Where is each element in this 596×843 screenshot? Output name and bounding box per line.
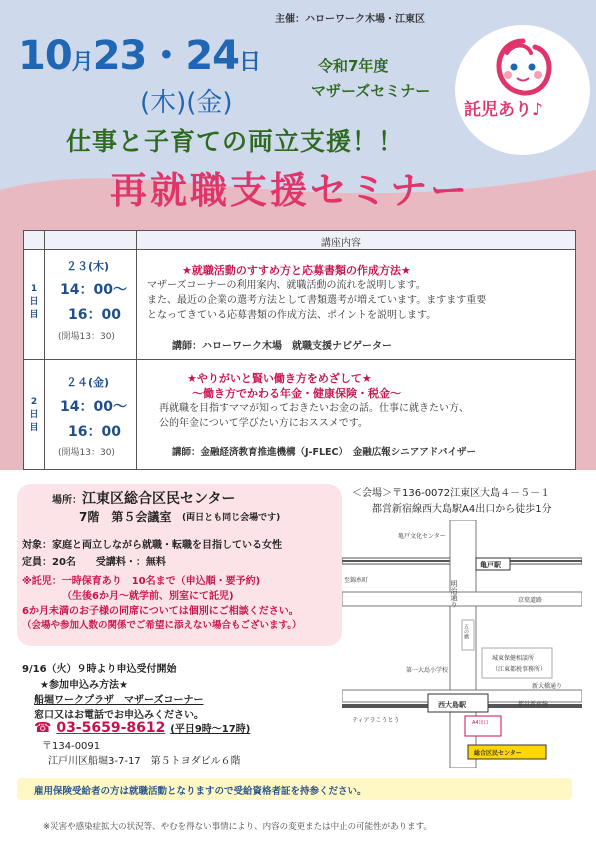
day1-open-time: (開場13：30) bbox=[58, 332, 115, 342]
map-label-keiyo-road: 京葉道路 bbox=[518, 597, 543, 604]
schedule-header bbox=[24, 231, 575, 250]
day1-end: 16：00 bbox=[68, 307, 121, 323]
phone-number[interactable]: 03-5659-8612 bbox=[56, 720, 166, 736]
map-label-tiara-koto: ティアラこうとう bbox=[352, 717, 400, 724]
day2-body-2: 公的年金について学びたい方におススメです。 bbox=[159, 418, 368, 429]
application-postal: 〒134-0091 bbox=[42, 741, 101, 752]
day2-date: ２４(金) bbox=[66, 376, 110, 389]
day1-start: 14：00～ bbox=[60, 282, 127, 298]
event-date bbox=[18, 24, 260, 81]
childcare-note-2: （会場や参加人数の関係でご希望に添えない場合もございます。） bbox=[22, 620, 302, 631]
day2-speaker: 講師：金融経済教育推進機構（J-FLEC） 金融広報シニアアドバイザー bbox=[172, 447, 477, 458]
map-label-nishi-ojima-station: 西大島駅 bbox=[438, 701, 466, 709]
day2-label: 2日目 bbox=[29, 397, 39, 433]
schedule-table bbox=[23, 230, 576, 470]
capacity-fee: 定員：20名 受講料・：無料 bbox=[22, 557, 166, 568]
map-label-venue: 総合区民センター bbox=[474, 750, 522, 757]
access-directions: 都営新宿線西大島駅A4出口から徒歩1分 bbox=[372, 504, 552, 515]
map-label-meiji-dori: 明治通り bbox=[450, 580, 458, 608]
organizer: 主催：ハローワーク木場・江東区 bbox=[275, 14, 425, 25]
map-label-kameido-culture: 亀戸文化センター bbox=[398, 533, 446, 540]
access-map bbox=[342, 520, 582, 768]
application-method-title: ★参加申込み方法★ bbox=[40, 680, 128, 691]
target-audience: 対象：家庭と両立しながら就職・転職を目指している女性 bbox=[22, 540, 282, 551]
day1-body-1: マザーズコーナーの利用案内、就職活動の流れを説明します。 bbox=[147, 280, 426, 291]
map-label-health-center: 城東保健相談所 bbox=[492, 655, 535, 662]
map-label-elementary-school: 第一大島小学校 bbox=[406, 667, 449, 674]
map-label-shin-ohashi-dori: 新大橋通り bbox=[532, 683, 563, 690]
footnote: ※災害や感染症拡大の状況等、やむを得ない事情により、内容の変更または中止の可能性があります。 bbox=[43, 822, 432, 832]
day1-body-3: となってきている応募書類の作成方法、ポイントを説明します。 bbox=[147, 310, 437, 321]
date-day-unit: 日 bbox=[239, 50, 261, 75]
schedule-header-label: 講座内容 bbox=[321, 238, 361, 249]
day2-start: 14：00～ bbox=[60, 399, 127, 415]
phone-hours: (平日9時～17時) bbox=[170, 724, 251, 735]
phone-icon: ☎ bbox=[34, 720, 52, 736]
map-label-toei-shinjuku-line: 都営新宿線 bbox=[518, 701, 549, 708]
map-label-kameido-station: 亀戸駅 bbox=[480, 561, 501, 569]
childcare-note-1: 6か月未満のお子様の同席については個別にご相談ください。 bbox=[22, 606, 299, 617]
application-address: 江戸川区船堀3-7-17 第５トヨダビル６階 bbox=[48, 756, 241, 767]
day2-heading: ★やりがいと賢い働き方をめざして★ bbox=[187, 372, 372, 385]
date-month-unit: 月 bbox=[71, 50, 93, 75]
venue-label: 場所： bbox=[52, 495, 82, 506]
seminar-series-name: マザーズセミナー bbox=[311, 82, 431, 100]
fiscal-year: 令和7年度 bbox=[318, 57, 389, 75]
venue-floor-note: (両日とも同じ会場です) bbox=[182, 513, 281, 523]
day2-body-1: 再就職を目指すママが知っておきたいお金の話。仕事に就きたい方、 bbox=[159, 403, 469, 414]
map-label-a4-exit: A4出口 bbox=[472, 720, 489, 726]
childcare-info: ※託児：一時保育あり 10名まで（申込順・要予約) bbox=[22, 576, 261, 587]
event-weekdays: (木)(金) bbox=[140, 88, 233, 118]
childcare-badge bbox=[455, 25, 590, 155]
catchphrase: 仕事と子育ての両立支援！！ bbox=[66, 127, 405, 156]
childcare-ages: （生後6か月～就学前、別室にて託児) bbox=[62, 591, 234, 602]
date-days: 23・24 bbox=[92, 33, 240, 79]
child-face-icon bbox=[483, 33, 563, 103]
day1-label: 1日目 bbox=[29, 284, 39, 320]
day2-end: 16：00 bbox=[68, 424, 121, 440]
day1-body-2: また、最近の企業の選考方法として書類選考が増えています。ますます重要 bbox=[147, 295, 487, 306]
date-month: 10 bbox=[18, 33, 72, 79]
insurance-notice: 雇用保険受給者の方は就職活動となりますので受給資格者証を持参ください。 bbox=[34, 786, 367, 797]
map-label-kinshicho: 至錦糸町 bbox=[344, 577, 369, 584]
day2-open-time: (開場13：30) bbox=[58, 448, 115, 458]
day1-date: ２３(木) bbox=[66, 260, 110, 273]
access-address: ＜会場＞〒136-0072江東区大島４－５－１ bbox=[352, 488, 551, 499]
childcare-badge-text: 託児あり♪ bbox=[464, 100, 543, 120]
map-label-tax-office: （江東都税事務所） bbox=[492, 666, 547, 673]
venue-floor: 7階 第５会議室 bbox=[79, 510, 172, 524]
day1-heading: ★就職活動のすすめ方と応募書類の作成方法★ bbox=[182, 264, 411, 277]
venue-name bbox=[52, 488, 235, 508]
application-place: 船堀ワークプラザ マザーズコーナー bbox=[34, 695, 204, 706]
application-start: 9/16（火）９時より申込受付開始 bbox=[22, 664, 177, 675]
map-label-gonohashi: 五の橋 bbox=[463, 624, 469, 639]
day1-speaker: 講師：ハローワーク木場 就職支援ナビゲーター bbox=[172, 341, 392, 352]
venue-name-text: 江東区総合区民センター bbox=[82, 491, 236, 507]
application-phone[interactable] bbox=[34, 720, 250, 736]
application-how: 窓口又はお電話でお申込みください。 bbox=[34, 710, 204, 721]
day2-subheading: ～働き方でかわる年金・健康保険・税金～ bbox=[192, 387, 401, 400]
seminar-title: 再就職支援セミナー bbox=[110, 169, 470, 212]
